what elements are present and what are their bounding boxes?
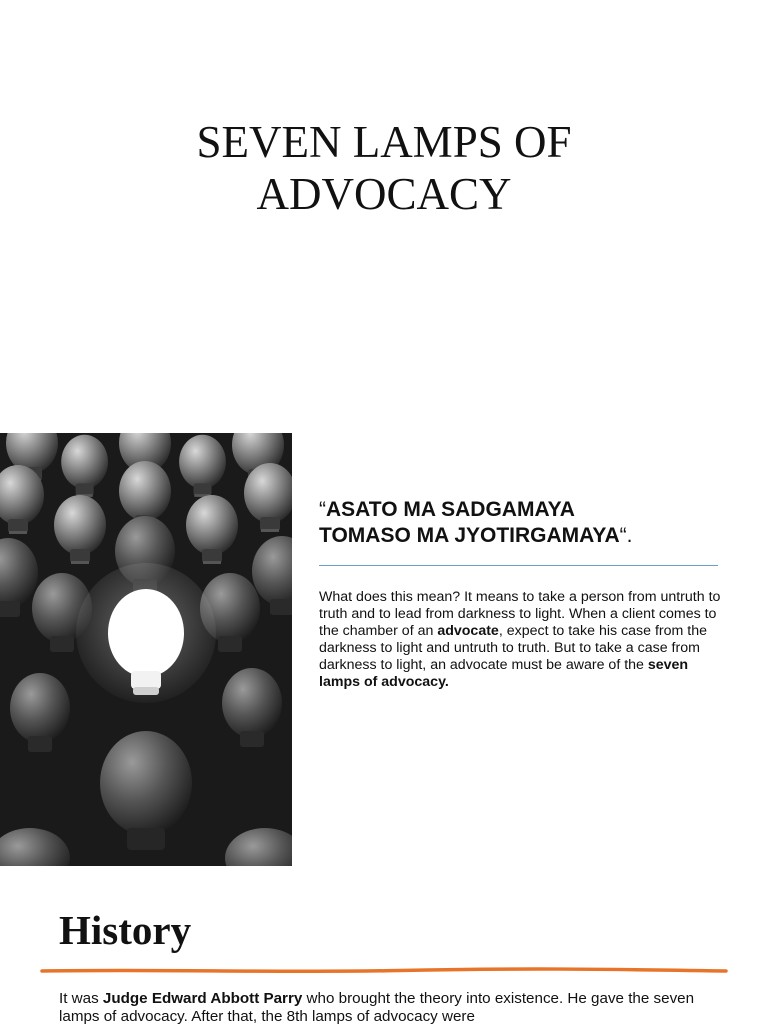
history-heading: History — [59, 907, 192, 953]
history-part-1: It was — [59, 990, 103, 1007]
page-title-line-1: SEVEN LAMPS OF — [196, 117, 572, 167]
history-divider — [40, 966, 728, 976]
lightbulbs-photo — [0, 433, 292, 866]
explanation-paragraph — [319, 589, 729, 691]
quote-line-1 — [319, 497, 739, 523]
explanation-part-2: , expect to take his case from the darkness to light and untruth to truth. But to take a case from darkness to light, an advocate must be aware of the — [319, 623, 708, 673]
quote-text-line-2: TOMASO MA JYOTIRGAMAYA — [319, 524, 620, 547]
quote-line-2 — [319, 523, 739, 549]
explanation-part-1: What does this mean? It means to take a person from untruth to truth and to lead from darkness to light. When a client comes to the chamber of an — [319, 589, 721, 639]
page-title — [0, 116, 768, 220]
history-bold-name: Judge Edward Abbott Parry — [102, 990, 303, 1007]
explanation-bold-advocate: advocate — [437, 623, 499, 639]
history-part-2: who brought the theory into existence. He gave the seven lamps of advocacy. After that, the 8th lamps of advocacy were — [59, 990, 695, 1024]
quote-open-mark: “ — [319, 498, 326, 521]
history-paragraph — [59, 990, 719, 1024]
quote-close-mark: “. — [619, 524, 633, 547]
quote-divider — [319, 565, 718, 566]
sanskrit-quote — [319, 497, 739, 549]
quote-text-line-1: ASATO MA SADGAMAYA — [326, 498, 575, 521]
explanation-bold-seven-lamps: seven lamps of advocacy. — [319, 657, 689, 690]
page-title-line-2: ADVOCACY — [256, 169, 512, 219]
